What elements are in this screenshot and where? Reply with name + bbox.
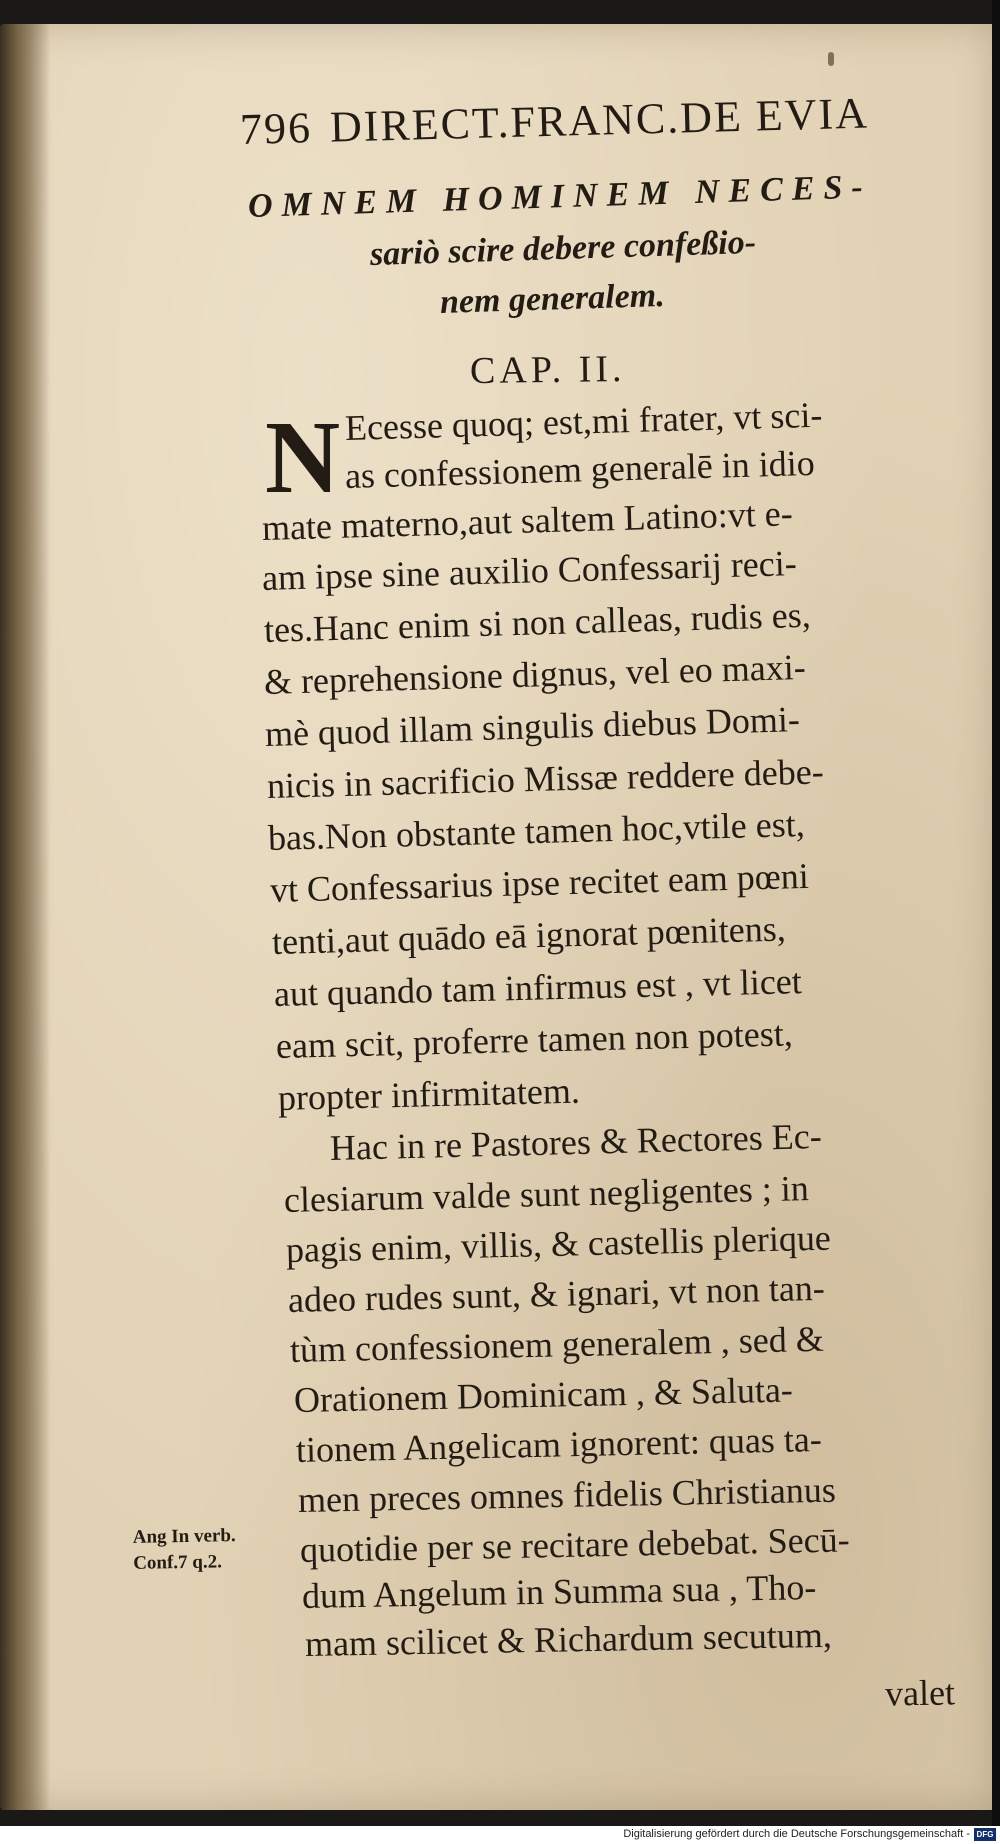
- body-line-22: men preces omnes fidelis Christianus: [297, 1469, 837, 1520]
- page-gutter-shadow: [0, 24, 50, 1810]
- body-line-11: tenti,aut quādo eā ignorat pœnitens,: [271, 908, 787, 962]
- body-line-4: am ipse sine auxilio Confessarij reci-: [261, 543, 798, 598]
- body-line-7: mè quod illam singulis diebus Domi-: [264, 699, 801, 754]
- body-line-13: eam scit, proferre tamen non potest,: [275, 1013, 794, 1066]
- body-line-19: tùm confessionem generalem , sed &: [289, 1318, 825, 1370]
- body-line-2: as confessionem generalē in idio: [344, 442, 816, 496]
- body-line-24: dum Angelum in Summa sua , Tho-: [301, 1567, 817, 1616]
- running-head-text: DIRECT.FRANC.DE EVIA: [329, 88, 870, 152]
- funding-credit: Digitalisierung gefördert durch die Deutsche Forschungsgemeinschaft -: [623, 1828, 970, 1840]
- scan-right-border: [992, 0, 1000, 1844]
- body-line-12: aut quando tam infirmus est , vt licet: [273, 961, 803, 1014]
- body-line-3: mate materno,aut saltem Latino:vt e-: [261, 493, 794, 548]
- body-line-16: clesiarum valde sunt negligentes ; in: [283, 1168, 810, 1220]
- ink-fleck: [828, 52, 834, 66]
- body-line-1: Ecesse quoq; est,mi frater, vt sci-: [344, 394, 823, 448]
- chapter-title-line-3: nem generalem.: [439, 276, 666, 321]
- body-line-17: pagis enim, villis, & castellis plerique: [285, 1217, 832, 1270]
- body-line-8: nicis in sacrificio Missæ reddere debe-: [266, 751, 825, 806]
- body-line-5: tes.Hanc enim si non calleas, rudis es,: [263, 594, 812, 650]
- body-line-20: Orationem Dominicam , & Saluta-: [293, 1369, 794, 1420]
- body-line-14: propter infirmitatem.: [277, 1070, 581, 1118]
- body-line-25: mam scilicet & Richardum secutum,: [304, 1614, 833, 1664]
- marginal-note-line-2: Conf.7 q.2.: [133, 1551, 223, 1574]
- catchword: valet: [884, 1672, 956, 1714]
- body-line-15: Hac in re Pastores & Rectores Ec-: [329, 1115, 823, 1168]
- dfg-logo-icon: DFG: [974, 1828, 996, 1841]
- body-line-10: vt Confessarius ipse recitet eam pœni: [269, 855, 810, 910]
- body-line-6: & reprehensione dignus, vel eo maxi-: [263, 646, 807, 702]
- marginal-note: [133, 1523, 237, 1577]
- chapter-title-line-2: sariò scire debere confeßio-: [369, 223, 757, 273]
- chapter-heading: CAP. II.: [469, 347, 626, 393]
- body-line-21: tionem Angelicam ignorent: quas ta-: [295, 1418, 823, 1470]
- page-number: 796: [239, 103, 313, 154]
- body-line-9: bas.Non obstante tamen hoc,vtile est,: [267, 803, 806, 858]
- body-line-23: quotidie per se recitare debebat. Secū-: [299, 1519, 851, 1570]
- chapter-title-line-1: OMNEM HOMINEM NECES-: [247, 168, 873, 225]
- marginal-note-line-1: Ang In verb.: [132, 1525, 236, 1548]
- drop-cap-initial: N: [265, 400, 341, 515]
- body-line-18: adeo rudes sunt, & ignari, vt non tan-: [287, 1267, 826, 1320]
